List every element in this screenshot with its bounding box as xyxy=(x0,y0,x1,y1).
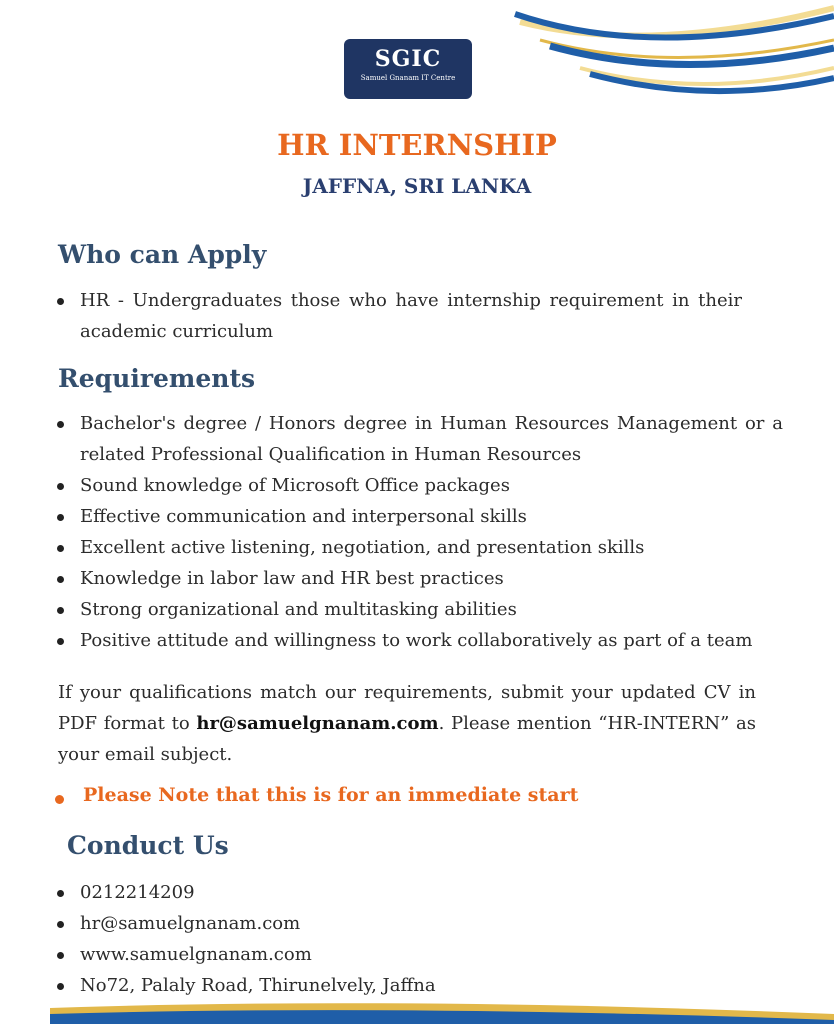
who-can-apply-heading: Who can Apply xyxy=(58,240,267,269)
contact-email: hr@samuelgnanam.com xyxy=(55,908,655,939)
page-title: HR INTERNSHIP xyxy=(277,128,557,162)
list-item: Bachelor's degree / Honors degree in Human Resources Management or a related Professional Qualification in Human Resources xyxy=(55,408,783,470)
list-item: Effective communication and interpersonal skills xyxy=(55,501,783,532)
immediate-start-note xyxy=(55,784,578,806)
decorative-swoosh xyxy=(500,0,834,110)
list-item: Positive attitude and willingness to work collaboratively as part of a team xyxy=(55,625,783,656)
list-item: Excellent active listening, negotiation, and presentation skills xyxy=(55,532,783,563)
application-instructions xyxy=(58,677,756,770)
requirements-list xyxy=(55,408,783,656)
application-email: hr@samuelgnanam.com xyxy=(196,713,439,734)
contact-phone: 0212214209 xyxy=(55,877,655,908)
location-subtitle: JAFFNA, SRI LANKA xyxy=(302,174,532,198)
orange-bullet-icon xyxy=(55,795,64,804)
list-item: Strong organizational and multitasking abilities xyxy=(55,594,783,625)
logo-title: SGIC xyxy=(374,46,442,72)
list-item: Knowledge in labor law and HR best practices xyxy=(55,563,783,594)
contact-heading: Conduct Us xyxy=(67,831,229,860)
requirements-heading: Requirements xyxy=(58,364,256,393)
logo-subtitle: Samuel Gnanam IT Centre xyxy=(360,74,456,82)
contact-list xyxy=(55,877,655,1001)
list-item: Sound knowledge of Microsoft Office packages xyxy=(55,470,783,501)
contact-address: No72, Palaly Road, Thirunelvely, Jaffna xyxy=(55,970,655,1001)
contact-website: www.samuelgnanam.com xyxy=(55,939,655,970)
decorative-bottom-bar xyxy=(0,984,834,1024)
sgic-logo xyxy=(344,39,472,99)
list-item: HR - Undergraduates those who have internship requirement in their academic curriculum xyxy=(55,285,742,347)
instructions-text: If your qualifications match our requirements, submit your updated CV in PDF format to xyxy=(58,682,756,734)
note-text: Please Note that this is for an immediate start xyxy=(83,784,579,806)
who-can-apply-list xyxy=(55,285,742,347)
instructions-text-end: . Please mention “HR-INTERN” as your email subject. xyxy=(58,713,756,765)
